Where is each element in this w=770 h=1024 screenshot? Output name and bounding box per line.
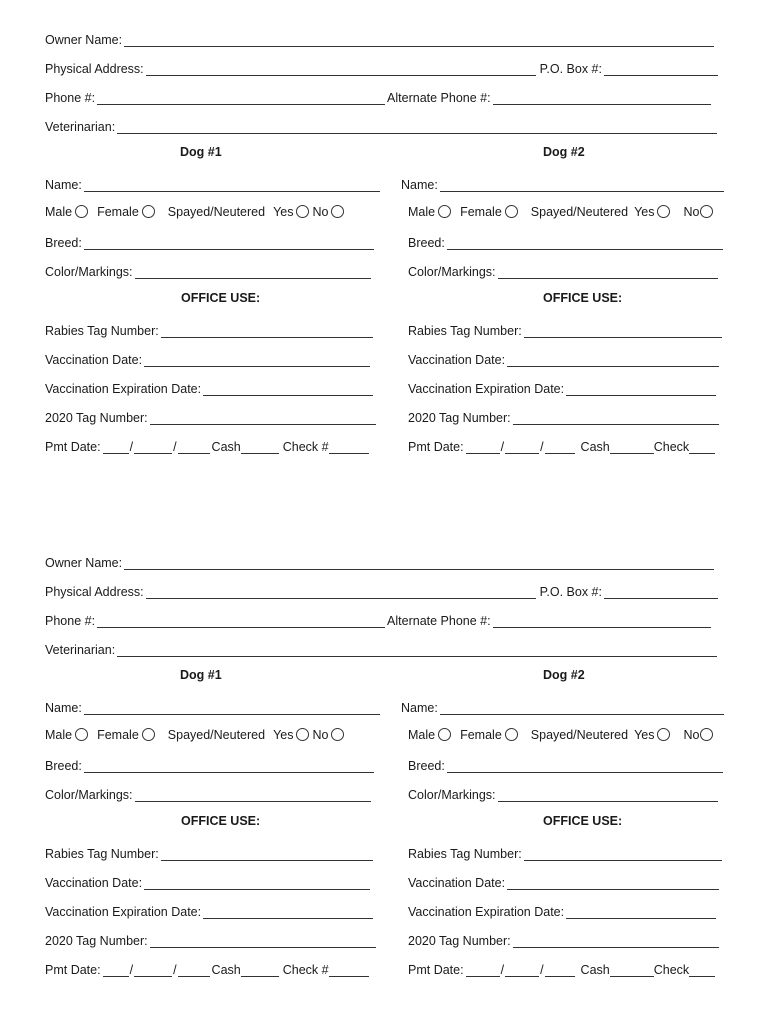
dog-1-vacc-date-row [45,872,370,890]
dog-2-tag-field[interactable] [513,934,719,948]
dog-2-name-label: Name: [401,701,438,715]
dog-2-breed-label: Breed: [408,759,445,773]
dog-2-heading: Dog #2 [543,145,585,159]
dog-1-check-field[interactable] [329,440,369,454]
dog-2-payment-row [408,959,715,977]
dog-1-heading: Dog #1 [180,145,222,159]
dog-1-male-label: Male [45,205,73,219]
dog-1-female-radio[interactable] [142,205,155,218]
dog-1-color-field[interactable] [135,788,371,802]
dog-2-male-radio[interactable] [438,728,451,741]
dog-2-color-row [408,784,718,802]
physical-address-field[interactable] [146,62,536,76]
dog-2-pmt-slash-2: / [540,963,544,977]
dog-1-tag-label: 2020 Tag Number: [45,934,148,948]
dog-1-female-label: Female [97,205,139,219]
dog-2-pmt-slash-1: / [500,440,505,454]
dog-1-heading: Dog #1 [180,668,222,682]
dog-2-male-radio[interactable] [438,205,451,218]
dog-2-male-label: Male [408,728,436,742]
dog-2-pmt-year-field[interactable] [545,440,575,454]
dog-2-color-label: Color/Markings: [408,265,496,279]
dog-1-pmt-year-field[interactable] [178,963,210,977]
dog-1-check-label: Check # [282,963,329,977]
dog-1-rabies-row [45,320,373,338]
dog-2-name-field[interactable] [440,701,724,715]
dog-1-cash-field[interactable] [241,963,279,977]
owner-name-row [45,552,714,570]
dog-1-vacc-date-row [45,349,370,367]
phone-label: Phone #: [45,614,96,628]
physical-address-label: Physical Address: [45,62,144,76]
dog-1-rabies-label: Rabies Tag Number: [45,324,159,338]
dog-2-vacc-date-field[interactable] [507,353,719,367]
dog-1-tag-label: 2020 Tag Number: [45,411,148,425]
dog-2-no-radio[interactable] [700,205,713,218]
dog-1-yes-label: Yes [273,205,294,219]
dog-1-pmt-month-field[interactable] [103,440,129,454]
dog-2-color-label: Color/Markings: [408,788,496,802]
dog-2-vacc-exp-label: Vaccination Expiration Date: [408,905,565,919]
dog-2-vacc-date-row [408,872,719,890]
dog-2-spayed-label: Spayed/Neutered [530,205,629,219]
dog-2-tag-row [408,407,719,425]
dog-2-female-label: Female [460,728,502,742]
dog-2-check-field[interactable] [689,440,715,454]
alternate-phone-label: Alternate Phone #: [387,91,491,105]
phone-field[interactable] [97,91,385,105]
owner-name-label: Owner Name: [45,33,123,47]
dog-2-female-radio[interactable] [505,205,518,218]
dog-1-breed-label: Breed: [45,759,82,773]
physical-address-field[interactable] [146,585,536,599]
dog-1-sex-row [45,203,347,221]
dog-2-breed-field[interactable] [447,236,723,250]
dog-2-check-label: Check [653,440,690,454]
dog-2-cash-label: Cash [580,963,610,977]
dog-1-no-label: No [312,205,329,219]
dog-1-pmt-slash-2: / [173,440,177,454]
dog-2-pmt-day-field[interactable] [505,963,539,977]
dog-1-pmt-slash-1: / [129,440,134,454]
dog-2-cash-field[interactable] [610,440,654,454]
dog-2-yes-radio[interactable] [657,205,670,218]
dog-1-name-label: Name: [45,178,82,192]
dog-2-rabies-row [408,320,722,338]
dog-2-no-radio[interactable] [700,728,713,741]
po-box-label: P.O. Box #: [539,62,602,76]
dog-2-office-use-heading: OFFICE USE: [543,814,623,828]
dog-2-rabies-field[interactable] [524,847,722,861]
dog-1-cash-field[interactable] [241,440,279,454]
dog-2-tag-label: 2020 Tag Number: [408,411,511,425]
dog-2-tag-field[interactable] [513,411,719,425]
dog-1-male-radio[interactable] [75,728,88,741]
dog-1-office-use-heading: OFFICE USE: [181,814,261,828]
dog-1-tag-row [45,930,376,948]
dog-1-name-row [45,174,380,192]
dog-1-vacc-exp-field[interactable] [203,905,373,919]
dog-2-heading: Dog #2 [543,668,585,682]
dog-1-pmt-date-label: Pmt Date: [45,440,101,454]
dog-2-yes-label: Yes [634,205,655,219]
dog-2-rabies-label: Rabies Tag Number: [408,847,522,861]
dog-2-tag-label: 2020 Tag Number: [408,934,511,948]
dog-2-female-radio[interactable] [505,728,518,741]
veterinarian-field[interactable] [117,643,717,657]
dog-2-color-row [408,261,718,279]
dog-2-female-label: Female [460,205,502,219]
dog-2-vacc-date-row [408,349,719,367]
dog-2-cash-field[interactable] [610,963,654,977]
dog-2-yes-label: Yes [634,728,655,742]
dog-2-sex-row [408,203,716,221]
po-box-field[interactable] [604,585,718,599]
dog-1-color-label: Color/Markings: [45,788,133,802]
dog-1-no-radio[interactable] [331,728,344,741]
dog-1-cash-label: Cash [211,963,241,977]
dog-1-pmt-year-field[interactable] [178,440,210,454]
dog-2-breed-field[interactable] [447,759,723,773]
dog-2-vacc-date-label: Vaccination Date: [408,353,506,367]
dog-2-sex-row [408,726,716,744]
dog-2-pmt-month-field[interactable] [466,440,500,454]
dog-1-male-radio[interactable] [75,205,88,218]
physical-address-row [45,581,718,599]
dog-2-tag-row [408,930,719,948]
owner-name-label: Owner Name: [45,556,123,570]
dog-1-vacc-exp-row [45,901,373,919]
dog-1-color-field[interactable] [135,265,371,279]
dog-2-check-label: Check [653,963,690,977]
dog-1-vacc-date-field[interactable] [144,353,370,367]
po-box-field[interactable] [604,62,718,76]
dog-1-no-label: No [312,728,329,742]
dog-1-name-label: Name: [45,701,82,715]
dog-2-breed-row [408,755,723,773]
dog-2-pmt-slash-2: / [540,440,544,454]
dog-2-male-label: Male [408,205,436,219]
dog-2-cash-label: Cash [580,440,610,454]
dog-2-name-label: Name: [401,178,438,192]
veterinarian-row [45,116,717,134]
dog-1-pmt-day-field[interactable] [134,440,172,454]
veterinarian-label: Veterinarian: [45,643,116,657]
phone-row [45,610,711,628]
dog-2-vacc-date-field[interactable] [507,876,719,890]
dog-2-rabies-label: Rabies Tag Number: [408,324,522,338]
dog-1-rabies-field[interactable] [161,847,373,861]
dog-1-breed-field[interactable] [84,236,374,250]
dog-1-spayed-label: Spayed/Neutered [167,728,266,742]
dog-2-pmt-date-label: Pmt Date: [408,440,464,454]
dog-2-rabies-field[interactable] [524,324,722,338]
dog-1-name-field[interactable] [84,178,380,192]
dog-1-female-label: Female [97,728,139,742]
dog-2-name-row [401,697,724,715]
dog-2-vacc-exp-row [408,901,716,919]
dog-1-rabies-label: Rabies Tag Number: [45,847,159,861]
dog-1-pmt-slash-1: / [129,963,134,977]
dog-2-office-use-heading: OFFICE USE: [543,291,623,305]
phone-field[interactable] [97,614,385,628]
dog-1-payment-row [45,959,369,977]
dog-1-yes-radio[interactable] [296,205,309,218]
dog-2-name-row [401,174,724,192]
dog-2-color-field[interactable] [498,788,718,802]
physical-address-label: Physical Address: [45,585,144,599]
dog-1-male-label: Male [45,728,73,742]
veterinarian-label: Veterinarian: [45,120,116,134]
dog-1-cash-label: Cash [211,440,241,454]
owner-name-row [45,29,714,47]
dog-1-tag-row [45,407,376,425]
dog-1-check-label: Check # [282,440,329,454]
dog-1-female-radio[interactable] [142,728,155,741]
dog-1-pmt-date-label: Pmt Date: [45,963,101,977]
dog-2-spayed-label: Spayed/Neutered [530,728,629,742]
dog-2-vacc-exp-label: Vaccination Expiration Date: [408,382,565,396]
dog-2-vacc-date-label: Vaccination Date: [408,876,506,890]
dog-2-payment-row [408,436,715,454]
dog-1-vacc-exp-row [45,378,373,396]
dog-1-vacc-exp-label: Vaccination Expiration Date: [45,382,202,396]
veterinarian-row [45,639,717,657]
dog-2-pmt-date-label: Pmt Date: [408,963,464,977]
dog-2-no-label: No [683,728,700,742]
dog-1-color-row [45,784,371,802]
dog-1-color-row [45,261,371,279]
alternate-phone-field[interactable] [493,614,711,628]
dog-2-pmt-day-field[interactable] [505,440,539,454]
dog-1-check-field[interactable] [329,963,369,977]
dog-1-sex-row [45,726,347,744]
dog-2-color-field[interactable] [498,265,718,279]
dog-2-name-field[interactable] [440,178,724,192]
dog-1-breed-row [45,755,374,773]
dog-1-spayed-label: Spayed/Neutered [167,205,266,219]
dog-2-rabies-row [408,843,722,861]
dog-1-vacc-exp-label: Vaccination Expiration Date: [45,905,202,919]
dog-1-payment-row [45,436,369,454]
dog-2-breed-row [408,232,723,250]
owner-name-field[interactable] [124,556,714,570]
dog-1-rabies-field[interactable] [161,324,373,338]
dog-1-color-label: Color/Markings: [45,265,133,279]
dog-2-pmt-year-field[interactable] [545,963,575,977]
dog-1-vacc-exp-field[interactable] [203,382,373,396]
phone-label: Phone #: [45,91,96,105]
dog-1-breed-label: Breed: [45,236,82,250]
dog-2-no-label: No [683,205,700,219]
dog-2-vacc-exp-field[interactable] [566,905,716,919]
alternate-phone-label: Alternate Phone #: [387,614,491,628]
dog-1-vacc-date-label: Vaccination Date: [45,876,143,890]
dog-2-pmt-month-field[interactable] [466,963,500,977]
dog-2-yes-radio[interactable] [657,728,670,741]
dog-1-vacc-date-field[interactable] [144,876,370,890]
dog-1-breed-row [45,232,374,250]
phone-row [45,87,711,105]
veterinarian-field[interactable] [117,120,717,134]
alternate-phone-field[interactable] [493,91,711,105]
dog-1-pmt-slash-2: / [173,963,177,977]
dog-2-breed-label: Breed: [408,236,445,250]
owner-name-field[interactable] [124,33,714,47]
dog-1-breed-field[interactable] [84,759,374,773]
dog-1-vacc-date-label: Vaccination Date: [45,353,143,367]
dog-1-no-radio[interactable] [331,205,344,218]
dog-2-vacc-exp-row [408,378,716,396]
dog-1-tag-field[interactable] [150,411,376,425]
dog-1-pmt-month-field[interactable] [103,963,129,977]
dog-1-pmt-day-field[interactable] [134,963,172,977]
dog-2-pmt-slash-1: / [500,963,505,977]
dog-1-yes-label: Yes [273,728,294,742]
dog-1-name-row [45,697,380,715]
dog-1-office-use-heading: OFFICE USE: [181,291,261,305]
dog-2-check-field[interactable] [689,963,715,977]
physical-address-row [45,58,718,76]
dog-1-tag-field[interactable] [150,934,376,948]
dog-1-rabies-row [45,843,373,861]
dog-1-name-field[interactable] [84,701,380,715]
dog-2-vacc-exp-field[interactable] [566,382,716,396]
dog-1-yes-radio[interactable] [296,728,309,741]
po-box-label: P.O. Box #: [539,585,602,599]
